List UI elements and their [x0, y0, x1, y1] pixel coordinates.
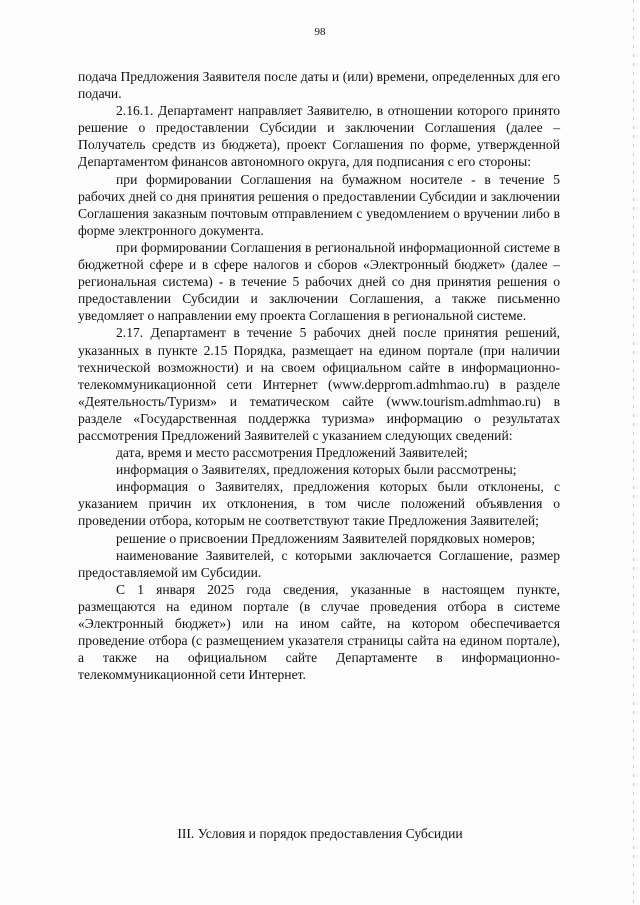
section-heading: III. Условия и порядок предоставления Субсидии: [177, 826, 463, 841]
list-item-rejected-applicants: информация о Заявителях, предложения которых были отклонены, с указанием причин их отклонения, в том числе положений объявления о проведении отбора, которым не соответствуют такие Предложения Заявителей;: [78, 479, 560, 529]
scan-edge-divider: [633, 0, 634, 905]
paragraph-2-16-1: 2.16.1. Департамент направляет Заявителю, в отношении которого принято решение о предоставлении Субсидии и заключении Соглашения (далее – Получатель средств из бюджета), проект Соглашения по форме, утвержденной Департаментом финансов автономного округа, для подписания с его стороны:: [78, 103, 560, 170]
list-item-ordinal-numbers: решение о присвоении Предложениям Заявителей порядковых номеров;: [116, 530, 536, 546]
paragraph-2025-publication: С 1 января 2025 года сведения, указанные в настоящем пункте, размещаются на едином портале (в случае проведения отбора в системе «Электронный бюджет») или на ином сайте, на котором обеспечивается проведение отбора (с размещением указателя страницы сайта на едином портале), а также на официальном сайте Департаменте в информационно-телекоммуникационной сети Интернет.: [78, 581, 560, 683]
paragraph-paper-agreement: при формировании Соглашения на бумажном носителе - в течение 5 рабочих дней со дня принятия решения о предоставлении Субсидии и заключении Соглашения заказным почтовым отправлением с уведомлением о вручении либо в форме электронного документа.: [78, 171, 560, 238]
paragraph-submission-deadline: подача Предложения Заявителя после даты и (или) времени, определенных для его подачи.: [78, 69, 560, 102]
page-number: 98: [314, 26, 326, 38]
list-item-date-time-place: дата, время и место рассмотрения Предложений Заявителей;: [116, 445, 468, 461]
list-item-considered-applicants: информация о Заявителях, предложения которых были рассмотрены;: [116, 462, 517, 478]
paragraph-regional-system-agreement: при формировании Соглашения в региональной информационной системе в бюджетной сфере и в сфере налогов и сборов «Электронный бюджет» (далее – региональная система) - в течение 5 рабочих дней со дня принятия решения о предоставлении Субсидии и заключении Соглашения, а также письменно уведомляет о направлении ему проекта Соглашения в региональной системе.: [78, 239, 560, 324]
list-item-agreement-recipients: наименование Заявителей, с которыми заключается Соглашение, размер предоставляемой им Субсидии.: [78, 547, 560, 580]
paragraph-2-17: 2.17. Департамент в течение 5 рабочих дней после принятия решений, указанных в пункте 2.15 Порядка, размещает на едином портале (при наличии технической возможности) и на своем официальном сайте в информационно-телекоммуникационной сети Интернет (www.depprom.admhmao.ru) в разделе «Деятельность/Туризм» и тематическом сайте (www.tourism.admhmao.ru) в разделе «Государственная поддержка туризма» информацию о результатах рассмотрения Предложений Заявителей с указанием следующих сведений:: [78, 325, 560, 443]
document-body: [78, 68, 560, 683]
